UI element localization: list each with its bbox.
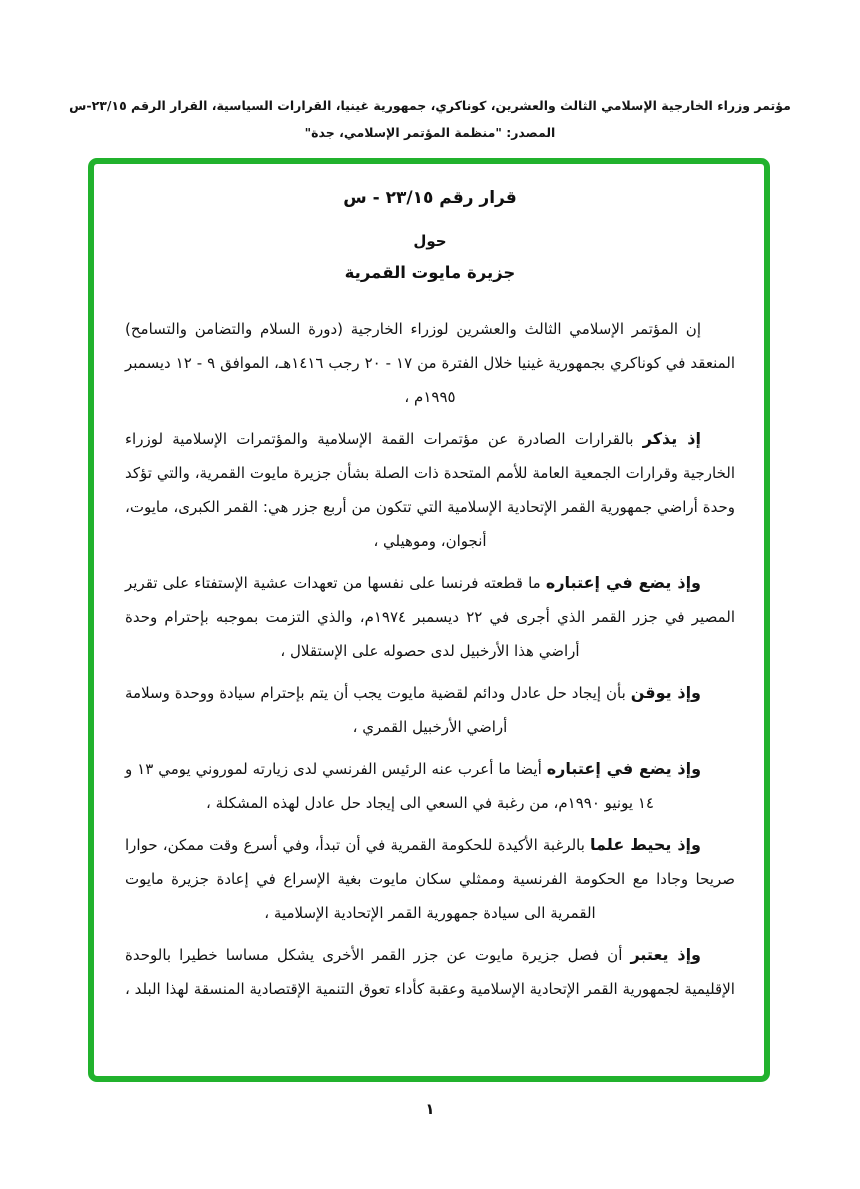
paragraph-lead-phrase: وإذ يوقن bbox=[630, 683, 702, 702]
paragraph-text: إن المؤتمر الإسلامي الثالث والعشرين لوزراء الخارجية (دورة السلام والتضامن والتسامح) المنعقد في كوناكري بجمهورية غينيا خلال الفترة من ١٧ - ٢٠ رجب ١٤١٦هـ، الموافق ٩ - ١٢ ديسمبر ١٩٩٥م ، bbox=[125, 320, 736, 406]
resolution-title-block bbox=[125, 188, 735, 282]
header-citation-line: مؤتمر وزراء الخارجية الإسلامي الثالث والعشرين، كوناكري، جمهورية غينيا، القرارات السياسية، القرار الرقم ٢٣/١٥-س bbox=[69, 98, 791, 113]
resolution-paragraph bbox=[125, 676, 735, 744]
paragraph-text: بالقرارات الصادرة عن مؤتمرات القمة الإسلامية والمؤتمرات الإسلامية لوزراء الخارجية وقرارات الجمعية العامة للأمم المتحدة ذات الصلة بشأن جزيرة مايوت القمرية، والتي تؤكد وحدة أراضي جمهورية القمر الإتحادية الإسلامية التي تتكون من أربع جزر هي: القمر الكبرى، مايوت، أنجوان، وموهيلي ، bbox=[125, 430, 735, 550]
resolution-paragraph bbox=[125, 752, 735, 820]
page-number: ١ bbox=[425, 1100, 435, 1118]
resolution-paragraph bbox=[125, 828, 735, 930]
paragraph-text: أن فصل جزيرة مايوت عن جزر القمر الأخرى يشكل مساسا خطيرا بالوحدة الإقليمية لجمهورية القمر الإتحادية الإسلامية وعقبة كأداء تعوق التنمية الإقتصادية المنسقة لهذا البلد ، bbox=[125, 946, 735, 998]
paragraph-lead-phrase: وإذ يضع في إعتباره bbox=[545, 573, 701, 592]
resolution-paragraph bbox=[125, 566, 735, 668]
paragraph-lead-phrase: إذ يذكر bbox=[642, 429, 701, 448]
resolution-paragraph bbox=[125, 938, 735, 1006]
header-source-line: المصدر: "منظمة المؤتمر الإسلامي، جدة" bbox=[304, 125, 556, 140]
document-content bbox=[94, 164, 764, 1006]
paragraph-lead-phrase: وإذ يضع في إعتباره bbox=[546, 759, 702, 778]
paragraph-text: ما قطعته فرنسا على نفسها من تعهدات عشية الإستفتاء على تقرير المصير في جزر القمر الذي أجرى في ٢٢ ديسمبر ١٩٧٤م، والذي التزمت بموجبه بإحترام وحدة أراضي هذا الأرخبيل لدى حصوله على الإستقلال ، bbox=[125, 574, 735, 660]
resolution-body bbox=[125, 312, 735, 1006]
document-source-header bbox=[0, 92, 860, 146]
resolution-title-about: حول bbox=[413, 232, 447, 250]
resolution-number-title: قرار رقم ٢٣/١٥ - س bbox=[343, 188, 517, 208]
paragraph-text: بالرغبة الأكيدة للحكومة القمرية في أن تبدأ، وفي أسرع وقت ممكن، حوارا صريحا وجادا مع الحكومة الفرنسية وممثلي سكان مايوت بغية الإسراع في إعادة جزيرة مايوت القمرية الى سيادة جمهورية القمر الإتحادية الإسلامية ، bbox=[125, 836, 735, 922]
paragraph-lead-phrase: وإذ يحيط علما bbox=[590, 835, 701, 854]
resolution-paragraph bbox=[125, 422, 735, 558]
document-frame bbox=[88, 158, 770, 1082]
resolution-subject-title: جزيرة مايوت القمرية bbox=[344, 263, 516, 282]
paragraph-text: بأن إيجاد حل عادل ودائم لقضية مايوت يجب أن يتم بإحترام سيادة ووحدة وسلامة أراضي الأرخبيل القمري ، bbox=[125, 684, 631, 736]
resolution-paragraph bbox=[125, 312, 735, 414]
paragraph-lead-phrase: وإذ يعتبر bbox=[630, 945, 702, 964]
paragraph-text: أيضا ما أعرب عنه الرئيس الفرنسي لدى زيارته لموروني يومي ١٣ و ١٤ يونيو ١٩٩٠م، من رغبة في السعي الى إيجاد حل عادل لهذه المشكلة ، bbox=[125, 760, 654, 812]
